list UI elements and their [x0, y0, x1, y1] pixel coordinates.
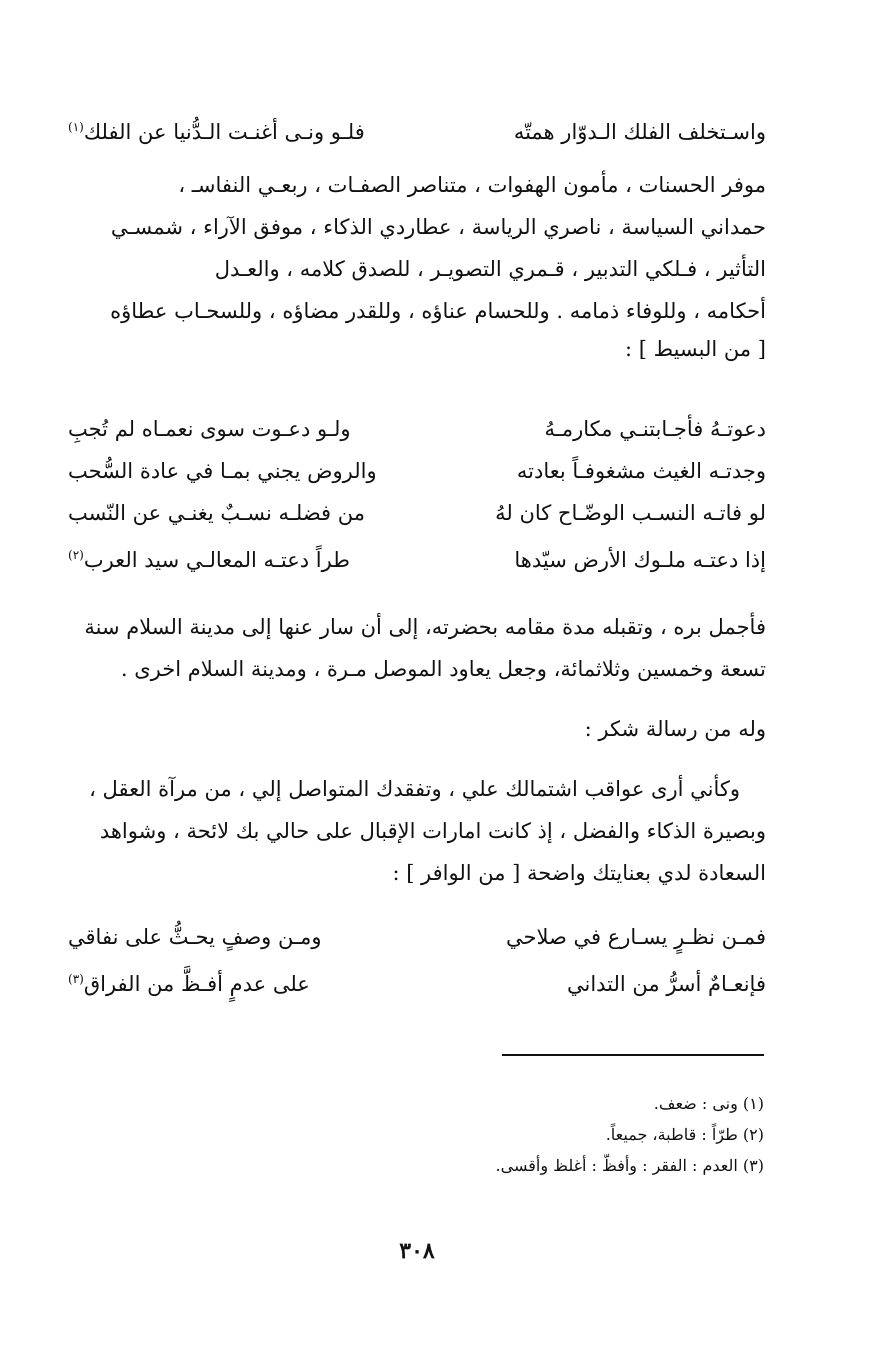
- verse-first-hemistich: فإنعـامٌ أسرُّ من التداني: [566, 972, 766, 996]
- page-number: ٣٠٨: [399, 1238, 435, 1264]
- paragraph-line: موفر الحسنات ، مأمون الهفوات ، متناصر الصفـات ، ربعـي النفاسـ ،: [178, 173, 766, 197]
- paragraph-line: التأثير ، فـلكي التدبير ، قـمري التصويـر ، للصدق كلامه ، والعـدل: [214, 257, 766, 281]
- footnote-marker-2: (٢): [68, 548, 84, 562]
- verse-second-hemistich-text: طراً دعتـه المعالـي سيد العرب: [83, 548, 350, 572]
- paragraph-letter-intro: [68, 708, 766, 750]
- paragraph-line: السعادة لدي بعنايتك واضحة [ من الوافر ] :: [392, 861, 766, 885]
- verse-second-hemistich: ومـن وصفٍ يحـثُّ على نفاقي: [68, 925, 322, 949]
- poem-verse: [68, 534, 766, 581]
- poem-verse: [68, 450, 766, 492]
- opening-verse-second-hemistich: [68, 106, 365, 153]
- verse-second-hemistich: والروض يجني بمـا في عادة السُّحب: [68, 459, 377, 483]
- footnotes: [496, 1088, 764, 1181]
- opening-verse-first-hemistich: واسـتخلف الفلك الـدوّار همتّه: [513, 120, 766, 144]
- paragraph-line: وبصيرة الذكاء والفضل ، إذ كانت امارات الإقبال على حالي بك لائحة ، وشواهد: [99, 819, 766, 843]
- verse-first-hemistich: لو فاتـه النسـب الوضّـاح كان لهُ: [495, 501, 766, 525]
- verse-first-hemistich: إذا دعتـه ملـوك الأرض سيّدها: [514, 548, 766, 572]
- opening-verse: [68, 106, 766, 153]
- meter-label: [ من البسيط ] :: [625, 337, 766, 361]
- footnote-marker-3: (٣): [68, 972, 84, 986]
- paragraph-narrative: [68, 606, 766, 690]
- opening-verse-second-hemistich-text: فلـو ونـى أغنـت الـدُّنيا عن الفلك: [83, 120, 365, 144]
- poem-verse: [68, 492, 766, 534]
- paragraph-praise: [68, 164, 766, 366]
- footnote-marker-1: (١): [68, 120, 84, 134]
- poem-verse: [68, 916, 766, 958]
- verse-second-hemistich-text: على عدمٍ أفـظَّ من الفراق: [83, 972, 310, 996]
- paragraph-letter: [68, 768, 766, 894]
- paragraph-line: حمداني السياسة ، ناصري الرياسة ، عطاردي الذكاء ، موفق الآراء ، شمسـي: [110, 215, 766, 239]
- paragraph-line: أحكامه ، وللوفاء ذمامه . وللحسام عناؤه ، وللقدر مضاؤه ، وللسحـاب عطاؤه: [110, 299, 766, 323]
- poem-verse: [68, 958, 766, 1005]
- verse-second-hemistich: [68, 534, 350, 581]
- verse-second-hemistich: ولـو دعـوت سوى نعمـاه لم تُجبِ: [68, 417, 351, 441]
- paragraph-line: وله من رسالة شكر :: [584, 717, 766, 741]
- poem-verse: [68, 408, 766, 450]
- footnote-2: (٢) طرّاً : قاطبة، جميعاً.: [605, 1125, 764, 1144]
- verse-first-hemistich: دعوتـهُ فأجـابتنـي مكارمـهُ: [544, 417, 766, 441]
- paragraph-line: وكأني أرى عواقب اشتمالك علي ، وتفقدك المتواصل إلي ، من مرآة العقل ،: [89, 777, 740, 801]
- verse-second-hemistich: [68, 958, 310, 1005]
- footnote-3: (٣) العدم : الفقر : وأفظّ : أغلظ وأقسى.: [495, 1156, 764, 1175]
- footnote-1: (١) ونى : ضعف.: [653, 1094, 764, 1113]
- paragraph-line: تسعة وخمسين وثلاثمائة، وجعل يعاود الموصل مـرة ، ومدينة السلام اخرى .: [120, 657, 766, 681]
- footnote-divider: [502, 1054, 764, 1056]
- verse-second-hemistich: من فضلـه نسـبٌ يغنـي عن النّسب: [68, 501, 365, 525]
- poem-basit: [68, 408, 766, 581]
- verse-first-hemistich: وجدتـه الغيث مشغوفـاً بعادته: [516, 459, 766, 483]
- paragraph-line: فأجمل بره ، وتقبله مدة مقامه بحضرته، إلى أن سار عنها إلى مدينة السلام سنة: [84, 615, 766, 639]
- book-page: [68, 100, 766, 1340]
- poem-wafir: [68, 916, 766, 1005]
- verse-first-hemistich: فمـن نظـرٍ يسـارع في صلاحي: [505, 925, 766, 949]
